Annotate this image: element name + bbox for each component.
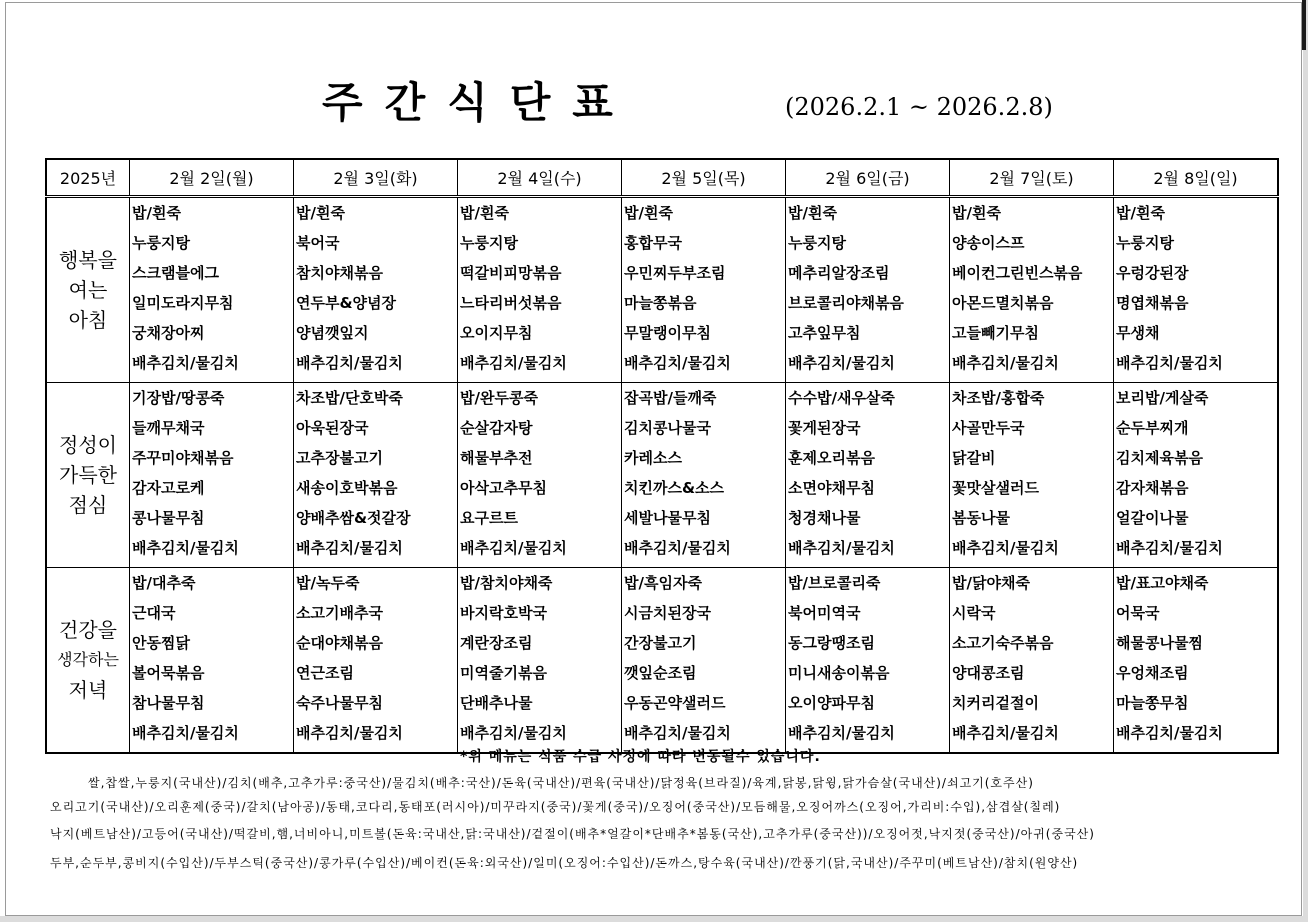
day-header-thu: 2월 5일(목): [622, 159, 786, 197]
page-bottom-edge: [0, 916, 1308, 922]
menu-dish: 일미도라지무침: [132, 294, 234, 312]
menu-dish: 연두부&양념장: [296, 294, 397, 312]
menu-dish: 양대콩조림: [952, 664, 1025, 682]
menu-dish: 아삭고추무침: [460, 479, 547, 497]
menu-dish: 미니새송이볶음: [788, 664, 890, 682]
meal-label-line: 여는: [68, 278, 108, 302]
menu-dish: 오이양파무침: [788, 694, 875, 712]
menu-dish: 들깨무채국: [132, 419, 205, 437]
menu-dish: 배추김치/물김치: [132, 539, 239, 557]
meal-label-breakfast: [46, 197, 130, 383]
menu-dish: 명엽채볶음: [1116, 294, 1189, 312]
menu-cell: [130, 383, 294, 568]
menu-dish: 요구르트: [460, 509, 518, 527]
menu-dish: 배추김치/물김치: [460, 724, 567, 742]
menu-dish: 떡갈비피망볶음: [460, 264, 562, 282]
menu-dish: 볼어묵볶음: [132, 664, 205, 682]
menu-cell: [1114, 197, 1279, 383]
menu-dish: 콩나물무침: [132, 509, 205, 527]
menu-dish: 세발나물무침: [624, 509, 711, 527]
menu-dish: 배추김치/물김치: [132, 354, 239, 372]
menu-dish: 배추김치/물김치: [788, 724, 895, 742]
menu-dish: 느타리버섯볶음: [460, 294, 562, 312]
menu-dish: 밥/흑임자죽: [624, 574, 702, 592]
menu-dish: 밥/흰죽: [296, 204, 345, 222]
menu-cell: [1114, 568, 1279, 754]
menu-dish: 밥/참치야채죽: [460, 574, 553, 592]
menu-dish: 배추김치/물김치: [788, 354, 895, 372]
menu-dish: 밥/흰죽: [460, 204, 509, 222]
menu-dish: 배추김치/물김치: [296, 724, 403, 742]
menu-dish: 배추김치/물김치: [460, 354, 567, 372]
menu-dish: 궁채장아찌: [132, 324, 205, 342]
menu-dish: 꽃게된장국: [788, 419, 861, 437]
menu-dish: 배추김치/물김치: [624, 724, 731, 742]
menu-dish: 배추김치/물김치: [952, 539, 1059, 557]
menu-dish: 베이컨그린빈스볶음: [952, 264, 1083, 282]
day-header-sat: 2월 7일(토): [950, 159, 1114, 197]
menu-dish: 청경채나물: [788, 509, 861, 527]
menu-dish: 누룽지탕: [460, 234, 518, 252]
menu-dish: 훈제오리볶음: [788, 449, 875, 467]
meal-row-breakfast: [46, 197, 1278, 383]
menu-dish: 아몬드멸치볶음: [952, 294, 1054, 312]
menu-cell: [786, 383, 950, 568]
menu-dish: 기장밥/땅콩죽: [132, 389, 225, 407]
menu-dish: 누룽지탕: [788, 234, 846, 252]
menu-cell: [950, 568, 1114, 754]
menu-cell: [622, 568, 786, 754]
menu-dish: 숙주나물무침: [296, 694, 383, 712]
menu-dish: 밥/닭야채죽: [952, 574, 1030, 592]
menu-dish: 밥/흰죽: [624, 204, 673, 222]
menu-dish: 시락국: [952, 604, 996, 622]
menu-dish: 수수밥/새우살죽: [788, 389, 895, 407]
meal-label-line: 정성이: [59, 433, 117, 457]
menu-dish: 어묵국: [1116, 604, 1160, 622]
day-header-tue: 2월 3일(화): [294, 159, 458, 197]
menu-dish: 소고기배추국: [296, 604, 383, 622]
weekly-menu-table: [45, 158, 1279, 754]
menu-dish: 치킨까스&소스: [624, 479, 725, 497]
menu-dish: 간장불고기: [624, 634, 697, 652]
menu-dish: 꽃맛살샐러드: [952, 479, 1039, 497]
menu-dish: 시금치된장국: [624, 604, 711, 622]
menu-dish: 차조밥/단호박죽: [296, 389, 403, 407]
day-header-sun: 2월 8일(일): [1114, 159, 1279, 197]
menu-period: (2026.2.1 ~ 2026.2.8): [785, 93, 1053, 121]
scroll-marker: [1302, 0, 1306, 50]
menu-dish: 북어국: [296, 234, 340, 252]
menu-dish: 근대국: [132, 604, 176, 622]
day-header-wed: 2월 4일(수): [458, 159, 622, 197]
menu-dish: 배추김치/물김치: [460, 539, 567, 557]
menu-cell: [294, 383, 458, 568]
menu-cell: [786, 568, 950, 754]
menu-cell: [458, 383, 622, 568]
menu-dish: 얼갈이나물: [1116, 509, 1189, 527]
menu-dish: 무생채: [1116, 324, 1160, 342]
menu-dish: 카레소스: [624, 449, 682, 467]
year-header: 2025년: [46, 159, 130, 197]
menu-dish: 연근조림: [296, 664, 354, 682]
menu-dish: 무말랭이무침: [624, 324, 711, 342]
menu-dish: 새송이호박볶음: [296, 479, 398, 497]
menu-dish: 우엉채조림: [1116, 664, 1189, 682]
menu-dish: 참나물무침: [132, 694, 205, 712]
menu-dish: 소고기숙주볶음: [952, 634, 1054, 652]
meal-label-line: 저녁: [68, 678, 108, 702]
meal-label-line: 점심: [68, 493, 108, 517]
menu-dish: 고추장불고기: [296, 449, 383, 467]
menu-dish: 배추김치/물김치: [952, 354, 1059, 372]
menu-dish: 배추김치/물김치: [952, 724, 1059, 742]
menu-dish: 메추리알장조림: [788, 264, 890, 282]
meal-row-lunch: [46, 383, 1278, 568]
menu-dish: 보리밥/게살죽: [1116, 389, 1209, 407]
menu-dish: 홍합무국: [624, 234, 682, 252]
meal-label-line: 생각하는: [57, 650, 119, 669]
meal-label-line: 행복을: [59, 248, 117, 272]
menu-dish: 사골만두국: [952, 419, 1025, 437]
menu-cell: [950, 197, 1114, 383]
menu-cell: [1114, 383, 1279, 568]
menu-dish: 누룽지탕: [132, 234, 190, 252]
menu-dish: 주꾸미야채볶음: [132, 449, 234, 467]
menu-dish: 감자고로케: [132, 479, 205, 497]
menu-dish: 마늘쫑볶음: [624, 294, 697, 312]
menu-dish: 밥/브로콜리죽: [788, 574, 881, 592]
menu-dish: 고추잎무침: [788, 324, 861, 342]
menu-dish: 순대야채볶음: [296, 634, 383, 652]
menu-dish: 누룽지탕: [1116, 234, 1174, 252]
menu-dish: 브로콜리야채볶음: [788, 294, 904, 312]
menu-dish: 우렁강된장: [1116, 264, 1189, 282]
menu-dish: 밥/대추죽: [132, 574, 196, 592]
menu-dish: 배추김치/물김치: [624, 354, 731, 372]
menu-dish: 마늘쫑무침: [1116, 694, 1189, 712]
menu-dish: 오이지무침: [460, 324, 533, 342]
day-header-mon: 2월 2일(월): [130, 159, 294, 197]
menu-dish: 배추김치/물김치: [788, 539, 895, 557]
menu-dish: 김치콩나물국: [624, 419, 711, 437]
menu-dish: 치커리겉절이: [952, 694, 1039, 712]
header-row: [46, 159, 1278, 197]
menu-dish: 동그랑땡조림: [788, 634, 875, 652]
menu-dish: 배추김치/물김치: [1116, 539, 1223, 557]
meal-label-line: 아침: [68, 308, 108, 332]
menu-dish: 소면야채무침: [788, 479, 875, 497]
menu-dish: 계란장조림: [460, 634, 533, 652]
menu-cell: [130, 568, 294, 754]
menu-dish: 순두부찌개: [1116, 419, 1189, 437]
menu-dish: 밥/표고야채죽: [1116, 574, 1209, 592]
menu-dish: 미역줄기볶음: [460, 664, 547, 682]
menu-dish: 양념깻잎지: [296, 324, 369, 342]
menu-dish: 참치야채볶음: [296, 264, 383, 282]
menu-cell: [458, 197, 622, 383]
menu-dish: 배추김치/물김치: [1116, 724, 1223, 742]
menu-dish: 배추김치/물김치: [1116, 354, 1223, 372]
meal-label-dinner: [46, 568, 130, 754]
origin-line: 낙지(베트남산)/고등어(국내산)/떡갈비,햄,너비아니,미트볼(돈육:국내산,닭:국내산)/겉절이(배추*얼갈이*단배추*봄동(국산),고추가루(중국산))/오징어젓,낙지젓(중국산)/아귀(중국산): [50, 827, 1095, 841]
origin-line: 쌀,찹쌀,누룽지(국내산)/김치(배추,고추가루:중국산)/물김치(배추:국산)/돈육(국내산)/편육(국내산)/닭정육(브라질)/육계,닭봉,닭윙,닭가슴살(국내산)/쇠고기(호주산): [88, 776, 1034, 790]
menu-cell: [622, 197, 786, 383]
menu-dish: 배추김치/물김치: [132, 724, 239, 742]
menu-dish: 양송이스프: [952, 234, 1025, 252]
menu-dish: 우동곤약샐러드: [624, 694, 726, 712]
menu-cell: [786, 197, 950, 383]
meal-label-lunch: [46, 383, 130, 568]
page-right-edge: [1303, 0, 1308, 922]
menu-dish: 순살감자탕: [460, 419, 533, 437]
menu-dish: 밥/녹두죽: [296, 574, 360, 592]
menu-dish: 밥/흰죽: [788, 204, 837, 222]
menu-dish: 밥/흰죽: [132, 204, 181, 222]
menu-dish: 닭갈비: [952, 449, 996, 467]
day-header-fri: 2월 6일(금): [786, 159, 950, 197]
menu-dish: 북어미역국: [788, 604, 861, 622]
menu-dish: 밥/흰죽: [952, 204, 1001, 222]
menu-dish: 잡곡밥/들깨죽: [624, 389, 717, 407]
menu-dish: 양배추쌈&젓갈장: [296, 509, 411, 527]
menu-dish: 밥/흰죽: [1116, 204, 1165, 222]
meal-row-dinner: [46, 568, 1278, 754]
menu-cell: [130, 197, 294, 383]
menu-dish: 감자채볶음: [1116, 479, 1189, 497]
page-title: 주간식단표: [322, 78, 635, 127]
menu-dish: 봄동나물: [952, 509, 1010, 527]
menu-dish: 차조밥/홍합죽: [952, 389, 1045, 407]
menu-dish: 배추김치/물김치: [296, 354, 403, 372]
menu-dish: 바지락호박국: [460, 604, 547, 622]
menu-change-notice: *위 메뉴는 식품 수급 사정에 따라 변동될수 있습니다.: [460, 749, 821, 765]
origin-line: 두부,순두부,콩비지(수입산)/두부스틱(중국산)/콩가루(수입산)/베이컨(돈육:외국산)/일미(오징어:수입산)/돈까스,탕수육(국내산)/깐풍기(닭,국내산)/주꾸미(베트남산)/참치(원양산): [50, 856, 1079, 870]
menu-dish: 우민찌두부조림: [624, 264, 726, 282]
menu-dish: 깻잎순조림: [624, 664, 697, 682]
menu-cell: [294, 197, 458, 383]
menu-dish: 아욱된장국: [296, 419, 369, 437]
menu-dish: 밥/완두콩죽: [460, 389, 538, 407]
menu-dish: 김치제육볶음: [1116, 449, 1203, 467]
menu-dish: 배추김치/물김치: [296, 539, 403, 557]
origin-line: 오리고기(국내산)/오리훈제(중국)/갈치(남아공)/동태,코다리,동태포(러시아)/미꾸라지(중국)/꽃게(중국)/오징어(중국산)/모듬해물,오징어까스(오징어,가리비:수입),삼겹살(칠레): [50, 800, 1061, 814]
meal-label-line: 가득한: [59, 463, 117, 487]
menu-dish: 안동찜닭: [132, 634, 190, 652]
menu-cell: [458, 568, 622, 754]
menu-cell: [622, 383, 786, 568]
menu-dish: 단배추나물: [460, 694, 533, 712]
menu-dish: 해물부추전: [460, 449, 533, 467]
menu-dish: 배추김치/물김치: [624, 539, 731, 557]
menu-cell: [950, 383, 1114, 568]
menu-dish: 스크램블에그: [132, 264, 219, 282]
menu-cell: [294, 568, 458, 754]
meal-label-line: 건강을: [59, 618, 117, 642]
menu-dish: 고들빼기무침: [952, 324, 1039, 342]
menu-dish: 해물콩나물찜: [1116, 634, 1203, 652]
